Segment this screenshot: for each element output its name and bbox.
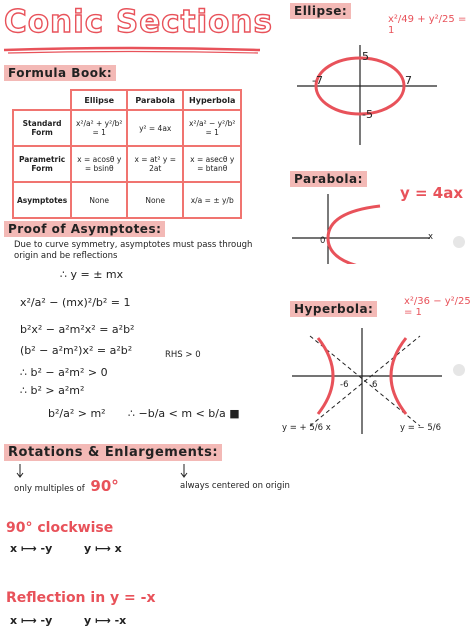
table-header-cell: Parabola <box>127 90 183 110</box>
rotations-heading: Rotations & Enlargements: <box>4 445 222 460</box>
hyperbola-left-label: -6 <box>340 380 349 390</box>
table-cell: None <box>127 182 183 218</box>
proof-line: x²/a² − (mx)²/b² = 1 <box>20 296 131 309</box>
margin-dot <box>453 236 465 248</box>
formula-table <box>12 89 242 219</box>
proof-line: ∴ y = ± mx <box>60 268 124 281</box>
cw90-map-2: y ⟼ x <box>84 542 122 555</box>
ellipse-label-left: -7 <box>312 74 323 87</box>
hyperbola-asymptote-left: y = + 5/6 x <box>282 423 331 433</box>
hyperbola-right-label: 6 <box>372 380 378 390</box>
rotations-note-1: only multiples of 90° <box>14 477 119 495</box>
cw90-map-1: x ⟼ -y <box>10 542 53 555</box>
parabola-equation: y = 4ax <box>400 184 464 202</box>
table-cell: x = asecθ y = btanθ <box>183 146 241 182</box>
table-cell: x = acosθ y = bsinθ <box>71 146 127 182</box>
table-header-cell <box>13 90 71 110</box>
margin-dot <box>453 364 465 376</box>
table-header-cell: Hyperbola <box>183 90 241 110</box>
reflection-map-2: y ⟼ -x <box>84 614 127 627</box>
ellipse-label-bottom: -5 <box>362 108 373 121</box>
table-header-cell: Ellipse <box>71 90 127 110</box>
table-header-row <box>13 90 241 110</box>
table-cell: x²/a² + y²/b² = 1 <box>71 110 127 146</box>
table-row <box>13 110 241 146</box>
parabola-heading: Parabola: <box>290 172 367 186</box>
formula-book-heading: Formula Book: <box>4 66 116 80</box>
proof-line: b²/a² > m² <box>48 407 106 420</box>
proof-heading: Proof of Asymptotes: <box>4 222 165 236</box>
proof-intro: Due to curve symmetry, asymptotes must pass through origin and be reflections <box>14 240 253 261</box>
table-cell: x²/a² − y²/b² = 1 <box>183 110 241 146</box>
ellipse-label-top: 5 <box>362 50 369 63</box>
reflection-heading: Reflection in y = -x <box>6 590 156 606</box>
row-label: Parametric Form <box>13 146 71 182</box>
table-cell: None <box>71 182 127 218</box>
cw90-heading: 90° clockwise <box>6 520 114 536</box>
proof-line: RHS > 0 <box>165 350 201 360</box>
reflection-map-1: x ⟼ -y <box>10 614 53 627</box>
ellipse-equation: x²/49 + y²/25 = 1 <box>388 14 467 36</box>
hyperbola-asymptote-right: y = − 5/6 <box>400 423 442 433</box>
table-row <box>13 146 241 182</box>
rotations-note-2: always centered on origin <box>180 481 290 491</box>
proof-line: ∴ b² > a²m² <box>20 384 85 397</box>
row-label: Standard Form <box>13 110 71 146</box>
table-cell: x/a = ± y/b <box>183 182 241 218</box>
row-label: Asymptotes <box>13 182 71 218</box>
hyperbola-heading: Hyperbola: <box>290 302 377 316</box>
ellipse-label-right: 7 <box>405 74 412 87</box>
page-title: Conic Sections <box>4 4 273 40</box>
parabola-origin-label: 0 <box>320 236 326 246</box>
title-underline <box>2 44 264 56</box>
parabola-graph <box>290 192 440 264</box>
table-cell: y² = 4ax <box>127 110 183 146</box>
hyperbola-equation: x²/36 − y²/25 = 1 <box>404 296 471 318</box>
proof-line: ∴ b² − a²m² > 0 <box>20 366 108 379</box>
proof-line: b²x² − a²m²x² = a²b² <box>20 323 135 336</box>
hyperbola-graph <box>290 326 446 436</box>
proof-line: ∴ −b/a < m < b/a ■ <box>128 407 240 420</box>
proof-line: (b² − a²m²)x² = a²b² <box>20 344 133 357</box>
parabola-x-label: x <box>428 232 434 242</box>
table-cell: x = at² y = 2at <box>127 146 183 182</box>
table-row <box>13 182 241 218</box>
ellipse-heading: Ellipse: <box>290 4 351 18</box>
